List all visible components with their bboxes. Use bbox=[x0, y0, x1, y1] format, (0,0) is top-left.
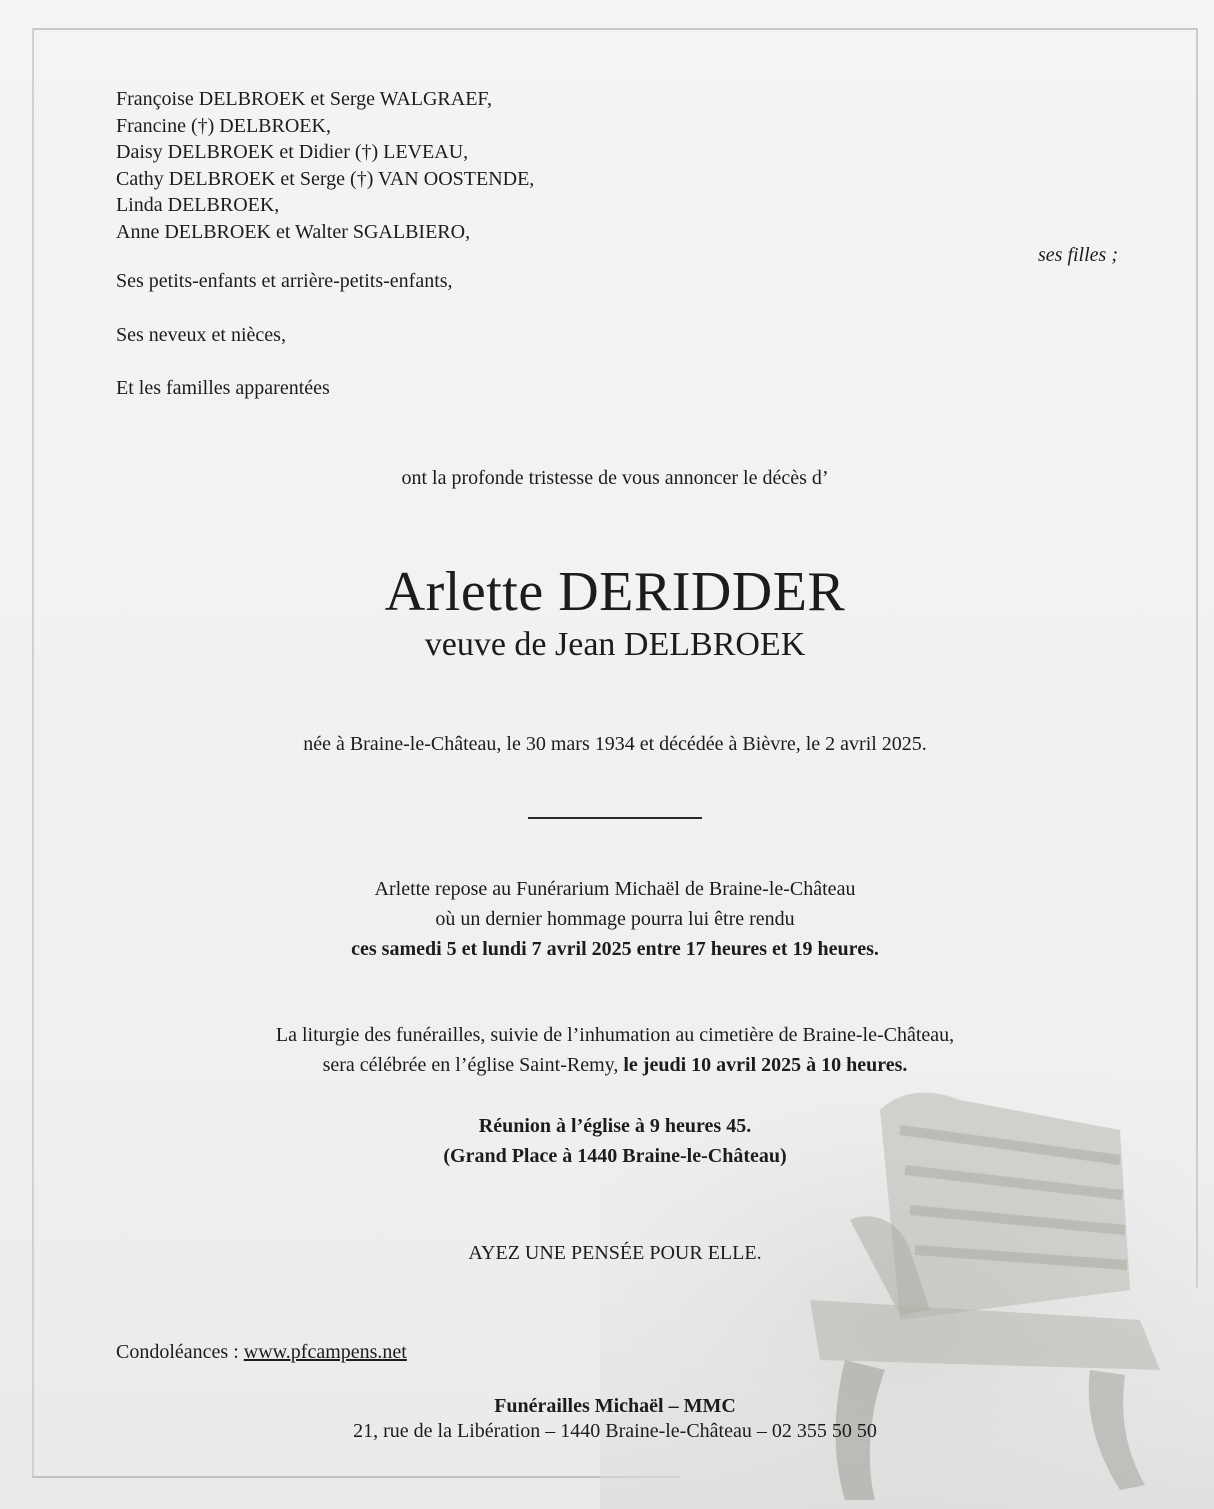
family-list bbox=[116, 86, 1016, 245]
funeral-home-address: 21, rue de la Libération – 1440 Braine-le-Château – 02 355 50 50 bbox=[353, 1420, 877, 1442]
condolences-label: Condoléances : bbox=[116, 1341, 239, 1363]
family-line-5: Linda DELBROEK, bbox=[116, 194, 280, 216]
family-line-6: Anne DELBROEK et Walter SGALBIERO, bbox=[116, 220, 471, 243]
widow-of-line: veuve de Jean DELBROEK bbox=[424, 626, 806, 663]
liturgy-line-2-prefix: sera célébrée en l’église Saint-Remy, bbox=[322, 1054, 619, 1076]
daughters-label: ses filles ; bbox=[1038, 244, 1118, 266]
repose-line-1: Arlette repose au Funérarium Michaël de Braine-le-Château bbox=[374, 878, 856, 900]
frame-bottom-border bbox=[32, 1476, 680, 1478]
family-line-4: Cathy DELBROEK et Serge (†) VAN OOSTENDE, bbox=[116, 167, 535, 190]
family-line-2: Francine (†) DELBROEK, bbox=[116, 114, 331, 137]
condolences-link[interactable]: www.pfcampens.net bbox=[243, 1341, 407, 1363]
meeting-line-1: Réunion à l’église à 9 heures 45. bbox=[478, 1115, 752, 1137]
repose-line-3: ces samedi 5 et lundi 7 avril 2025 entre 17 heures et 19 heures. bbox=[351, 938, 879, 960]
announcement-text: ont la profonde tristesse de vous annoncer le décès d’ bbox=[401, 467, 829, 489]
family-line-3: Daisy DELBROEK et Didier (†) LEVEAU, bbox=[116, 141, 469, 163]
liturgy-line-2-bold: le jeudi 10 avril 2025 à 10 heures. bbox=[623, 1054, 908, 1076]
deceased-name bbox=[0, 560, 1214, 624]
family-line-1: Françoise DELBROEK et Serge WALGRAEF, bbox=[116, 88, 492, 110]
deceased-first-name: Arlette bbox=[384, 561, 544, 623]
related-families-line: Et les familles apparentées bbox=[116, 377, 330, 399]
meeting-line-2: (Grand Place à 1440 Braine-le-Château) bbox=[443, 1145, 787, 1167]
funeral-home-name: Funérailles Michaël – MMC bbox=[494, 1395, 736, 1417]
grandchildren-line: Ses petits-enfants et arrière-petits-enfants, bbox=[116, 270, 453, 292]
liturgy-line-1: La liturgie des funérailles, suivie de l’inhumation au cimetière de Braine-le-Château, bbox=[275, 1024, 955, 1046]
repose-line-2: où un dernier hommage pourra lui être rendu bbox=[435, 908, 795, 930]
separator-line bbox=[528, 817, 702, 819]
liturgy-line-2 bbox=[0, 1054, 1214, 1077]
deceased-last-name: DERIDDER bbox=[558, 561, 846, 623]
frame-top-border bbox=[32, 28, 1198, 30]
nephews-line: Ses neveux et nièces, bbox=[116, 324, 286, 346]
birth-death-line: née à Braine-le-Château, le 30 mars 1934 et décédée à Bièvre, le 2 avril 2025. bbox=[303, 733, 927, 755]
condolences-line bbox=[116, 1341, 407, 1364]
closing-thought: AYEZ UNE PENSÉE POUR ELLE. bbox=[468, 1242, 762, 1264]
